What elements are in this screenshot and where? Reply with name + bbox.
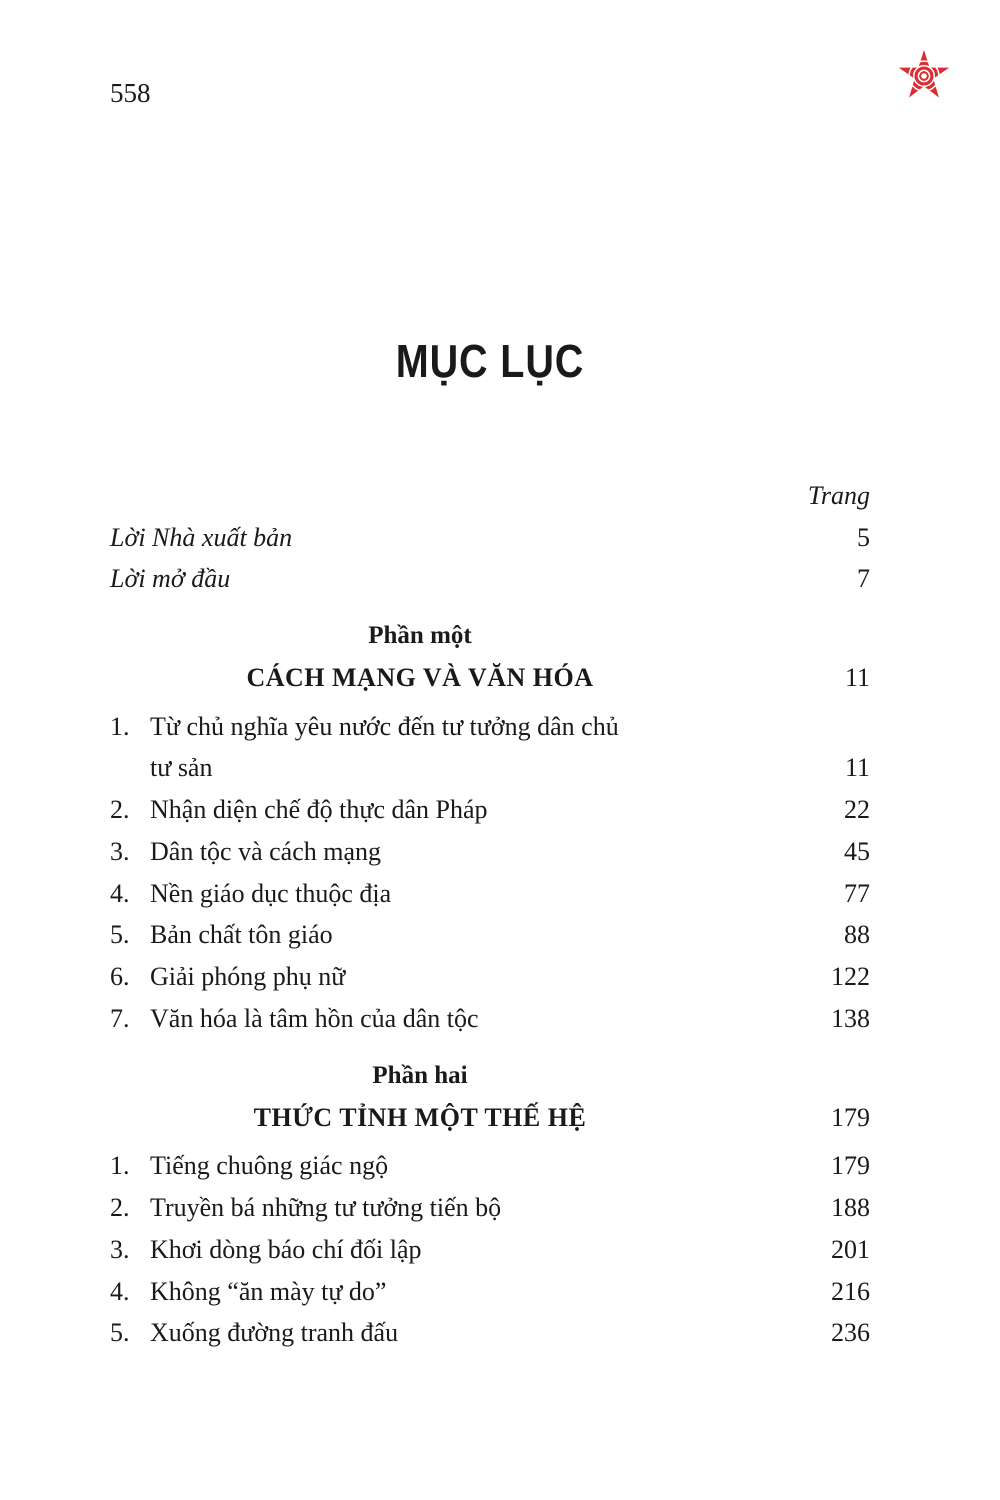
toc-item xyxy=(110,874,870,914)
toc-entry-text: Lời Nhà xuất bản xyxy=(110,523,293,552)
toc-item-text: Nền giáo dục thuộc địa xyxy=(150,879,392,908)
page-title: MỤC LỤC xyxy=(395,335,585,387)
toc-item-text: Văn hóa là tâm hồn của dân tộc xyxy=(150,1004,479,1033)
toc-item xyxy=(110,790,870,830)
part-title: CÁCH MẠNG VÀ VĂN HÓA xyxy=(246,663,594,692)
toc-item xyxy=(110,999,870,1039)
publisher-star-logo-icon xyxy=(896,48,952,104)
toc-item-text: Từ chủ nghĩa yêu nước đến tư tưởng dân chủ xyxy=(150,712,619,741)
toc-item xyxy=(110,832,870,872)
toc-item xyxy=(110,957,870,997)
toc-item xyxy=(110,915,870,955)
toc-item-number: 6. xyxy=(110,962,130,991)
toc-item-number: 7. xyxy=(110,1004,130,1033)
page-column-label: Trang xyxy=(807,481,870,510)
toc-item-page: 236 xyxy=(831,1318,870,1347)
toc-entry-page: 7 xyxy=(857,564,870,593)
toc-item xyxy=(110,1272,870,1312)
toc-item xyxy=(110,1230,870,1270)
toc-item-page: 188 xyxy=(831,1193,870,1222)
toc-entry xyxy=(110,559,870,599)
toc-entry-text: Lời mở đầu xyxy=(110,564,231,593)
toc-item-page: 179 xyxy=(831,1151,870,1180)
toc-item-page: 45 xyxy=(844,837,870,866)
toc-item-number: 3. xyxy=(110,1235,130,1264)
part-title: THỨC TỈNH MỘT THẾ HỆ xyxy=(253,1103,587,1132)
part-page: 11 xyxy=(844,663,870,692)
toc-item-page: 11 xyxy=(844,753,870,782)
toc-item-page: 122 xyxy=(831,962,870,991)
toc-item-number: 4. xyxy=(110,1277,130,1306)
toc-item-text: tư sản xyxy=(150,753,213,782)
toc-item-number: 5. xyxy=(110,920,130,949)
toc-item-text: Giải phóng phụ nữ xyxy=(150,962,346,991)
toc-item-number: 2. xyxy=(110,1193,130,1222)
toc-item-page: 216 xyxy=(831,1277,870,1306)
toc-item-text: Tiếng chuông giác ngộ xyxy=(150,1151,389,1180)
toc-item-text: Truyền bá những tư tưởng tiến bộ xyxy=(150,1193,502,1222)
toc-item xyxy=(110,1146,870,1186)
toc-item-text: Xuống đường tranh đấu xyxy=(150,1318,399,1347)
toc-item-text: Dân tộc và cách mạng xyxy=(150,837,382,866)
toc-item-page: 201 xyxy=(831,1235,870,1264)
toc-item-page: 138 xyxy=(831,1004,870,1033)
toc-item-number: 1. xyxy=(110,712,130,741)
toc-item-number: 4. xyxy=(110,879,130,908)
toc-item-number: 3. xyxy=(110,837,130,866)
toc-item xyxy=(110,707,870,747)
toc-item-page: 22 xyxy=(844,795,870,824)
part-page: 179 xyxy=(831,1103,870,1132)
toc-item-text: Bản chất tôn giáo xyxy=(150,920,333,949)
toc-item xyxy=(110,1313,870,1353)
toc-item-text: Không “ăn mày tự do” xyxy=(150,1277,387,1306)
toc-item-number: 1. xyxy=(110,1151,130,1180)
toc-entry-page: 5 xyxy=(857,523,870,552)
toc-item-page: 77 xyxy=(844,879,870,908)
toc-item xyxy=(110,1188,870,1228)
toc-item-continuation xyxy=(110,748,870,788)
toc-item-page: 88 xyxy=(844,920,870,949)
toc-item-text: Nhận diện chế độ thực dân Pháp xyxy=(150,795,488,824)
toc-item-text: Khơi dòng báo chí đối lập xyxy=(150,1235,422,1264)
toc-item-number: 2. xyxy=(110,795,130,824)
part-heading: Phần hai xyxy=(372,1062,468,1089)
page-number: 558 xyxy=(110,78,151,108)
toc-entry xyxy=(110,518,870,558)
part-heading: Phần một xyxy=(368,622,472,649)
toc-item-number: 5. xyxy=(110,1318,130,1347)
